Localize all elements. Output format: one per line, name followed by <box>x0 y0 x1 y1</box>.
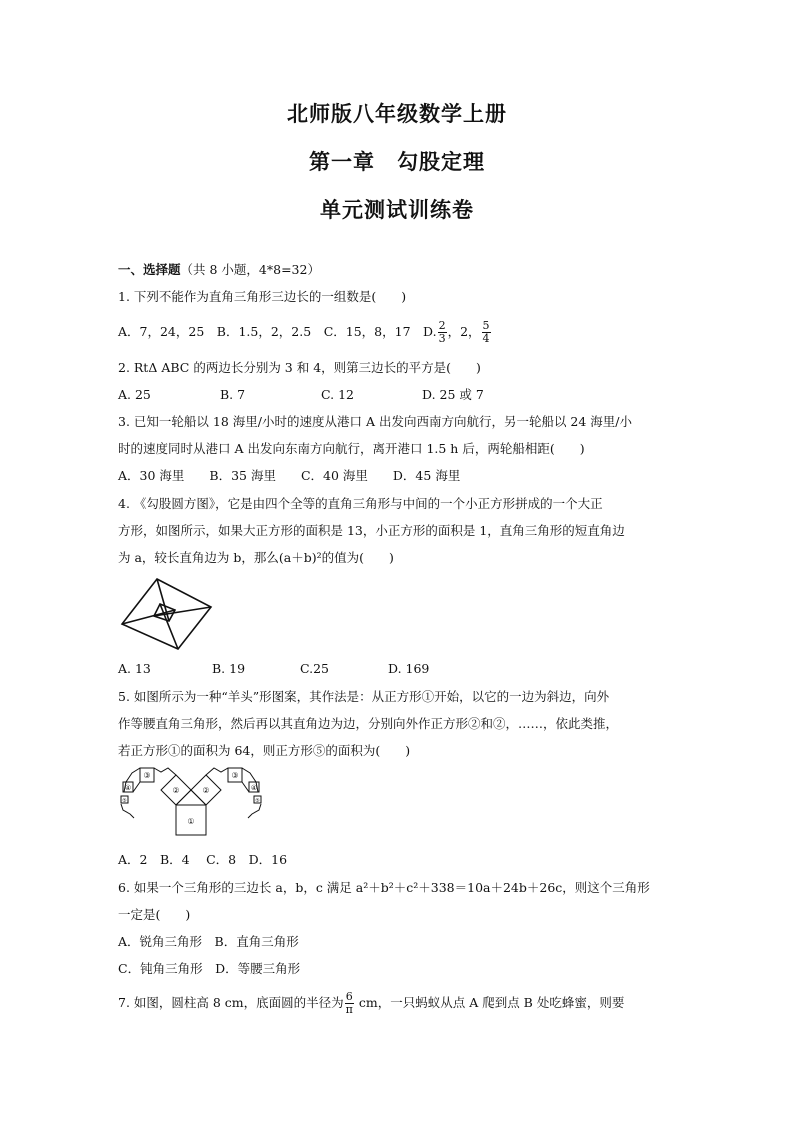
q1-frac1-den: 3 <box>438 332 446 345</box>
ram-label-2-left: ② <box>172 786 180 795</box>
q4-option-a: A. 13 <box>118 661 151 676</box>
q7-text-after: cm，一只蚂蚁从点 A 爬到点 B 处吃蜂蜜，则要 <box>354 995 625 1010</box>
q4-line-3: 为 a，较长直角边为 b，那么(a＋b)²的值为( ) <box>118 550 394 565</box>
q5-line-3: 若正方形①的面积为 64，则正方形⑤的面积为( ) <box>118 743 411 758</box>
ram-label-2-right: ② <box>202 786 210 795</box>
q4-option-c: C.25 <box>300 661 329 676</box>
q1-frac1-num: 2 <box>438 319 446 332</box>
q5-line-1: 5. 如图所示为一种“羊头”形图案，其作法是：从正方形①开始，以它的一边为斜边，向外 <box>118 689 610 704</box>
q7-text-before: 7. 如图，圆柱高 8 cm，底面圆的半径为 <box>118 995 344 1010</box>
q6-options-1: A．锐角三角形 B．直角三角形 <box>118 934 299 949</box>
ram-head-figure <box>118 764 278 846</box>
q7-frac-num: 6 <box>345 990 353 1003</box>
q4-option-d: D. 169 <box>388 661 430 676</box>
q2-option-b: B. 7 <box>220 387 246 402</box>
q6-line-1: 6. 如果一个三角形的三边长 a，b，c 满足 a²＋b²＋c²＋338＝10a＋24b＋26c，则这个三角形 <box>118 880 650 895</box>
q1-fraction-2 <box>482 320 491 345</box>
q4-line-2: 方形，如图所示，如果大正方形的面积是 13，小正方形的面积是 1，直角三角形的短直角边 <box>118 523 625 538</box>
q1-frac2-den: 4 <box>482 332 490 345</box>
q5-options: A．2 B．4 C．8 D．16 <box>118 852 288 867</box>
ram-label-1: ① <box>187 817 195 826</box>
q3-line-1: 3. 已知一轮船以 18 海里/小时的速度从港口 A 出发向西南方向航行，另一轮船以 24 海里/小 <box>118 414 633 429</box>
ram-label-3-right: ③ <box>231 771 239 780</box>
q3-line-2: 时的速度同时从港口 A 出发向东南方向航行，离开港口 1.5 h 后，两轮船相距( ) <box>118 441 585 456</box>
chapter-title: 第一章 勾股定理 <box>309 150 485 174</box>
q6-options-2: C．钝角三角形 D．等腰三角形 <box>118 961 301 976</box>
section-heading <box>118 262 320 278</box>
q3-options: A．30 海里 B．35 海里 C．40 海里 D．45 海里 <box>118 468 461 483</box>
ram-label-5-left: ⑤ <box>122 798 127 804</box>
q5-line-2: 作等腰直角三角形，然后再以其直角边为边，分别向外作正方形②和②，……，依此类推， <box>118 716 619 731</box>
q4-line-1: 4. 《勾股圆方图》，它是由四个全等的直角三角形与中间的一个小正方形拼成的一个大正 <box>118 496 603 511</box>
q2-stem: 2. RtΔ ABC 的两边长分别为 3 和 4，则第三边长的平方是( ) <box>118 360 481 375</box>
q1-frac2-num: 5 <box>482 319 490 332</box>
q2-option-a: A. 25 <box>118 387 151 402</box>
ram-label-4-right: ④ <box>250 784 258 792</box>
ram-label-4-left: ④ <box>124 784 132 792</box>
q7-line-1 <box>118 987 624 1019</box>
test-title: 单元测试训练卷 <box>320 198 474 222</box>
section-note: （共 8 小题，4*8=32） <box>180 262 320 277</box>
q1-options-text: A．7，24，25 B．1.5，2，2.5 C．15，8，17 D. <box>118 324 437 339</box>
q1-fraction-1 <box>438 320 447 345</box>
q2-option-c: C. 12 <box>321 387 354 402</box>
ram-label-3-left: ③ <box>143 771 151 780</box>
q7-fraction <box>345 991 354 1016</box>
section-heading-text: 一、选择题 <box>118 262 181 277</box>
q2-option-d: D. 25 或 7 <box>422 387 484 402</box>
gougu-figure <box>116 574 216 654</box>
q1-sep: ，2， <box>447 324 481 339</box>
q1-stem: 1. 下列不能作为直角三角形三边长的一组数是( ) <box>118 289 407 304</box>
ram-label-5-right: ⑤ <box>255 798 260 804</box>
q7-frac-den: π <box>345 1003 353 1016</box>
q1-options <box>118 316 492 348</box>
q4-option-b: B. 19 <box>212 661 246 676</box>
doc-title: 北师版八年级数学上册 <box>287 102 507 126</box>
q6-line-2: 一定是( ) <box>118 907 191 922</box>
